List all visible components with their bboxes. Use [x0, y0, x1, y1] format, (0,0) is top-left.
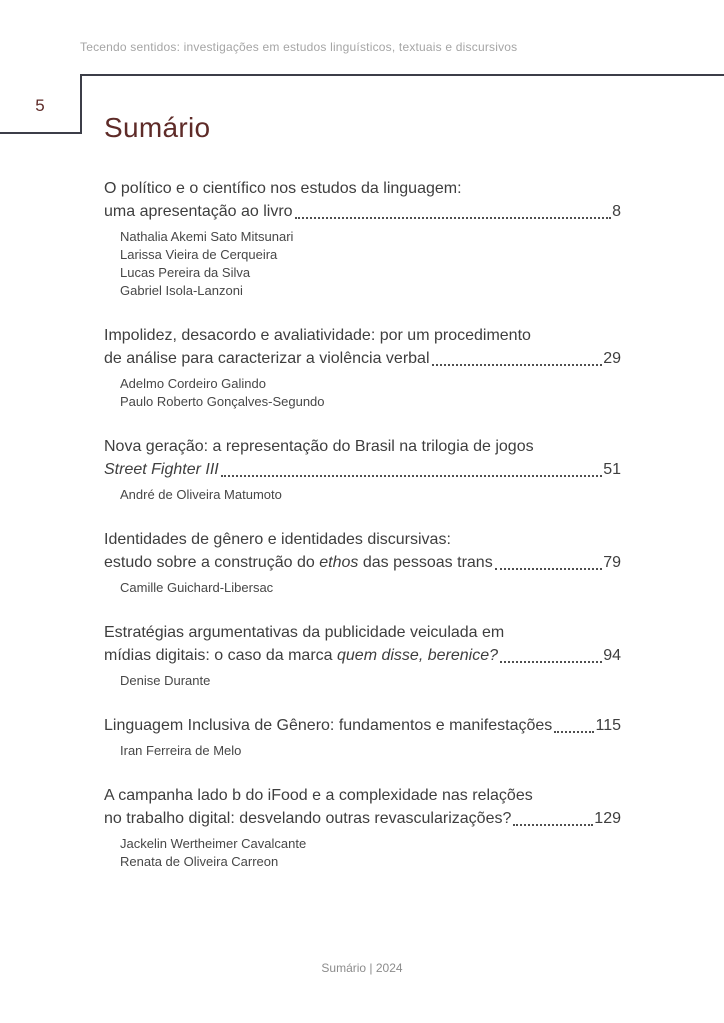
entry-title-line1[interactable]: Identidades de gênero e identidades discursivas:: [104, 531, 451, 548]
entry-author: Jackelin Wertheimer Cavalcante: [120, 836, 307, 851]
entry-author: Adelmo Cordeiro Galindo: [120, 376, 266, 391]
toc-entry: [104, 784, 621, 871]
entry-authors: [120, 835, 621, 871]
entry-author: Paulo Roberto Gonçalves-Segundo: [120, 394, 325, 409]
entry-author: Larissa Vieira de Cerqueira: [120, 247, 278, 262]
entry-title-line2: [104, 714, 552, 737]
entry-title-line2: [104, 347, 430, 370]
entry-title-line1[interactable]: A campanha lado b do iFood e a complexidade nas relações: [104, 787, 533, 804]
running-header: Tecendo sentidos: investigações em estudos linguísticos, textuais e discursivos: [80, 40, 518, 54]
page-title: Sumário: [104, 112, 211, 143]
entry-lead-italic: Street Fighter III: [104, 461, 219, 478]
entry-lead-pre: de análise para caracterizar a violência verbal: [104, 350, 430, 367]
entry-title-lead-line[interactable]: [104, 551, 621, 574]
entry-title-line1[interactable]: Impolidez, desacordo e avaliatividade: por um procedimento: [104, 327, 531, 344]
entry-page-number: 94: [603, 647, 621, 664]
entry-lead-pre: uma apresentação ao livro: [104, 203, 293, 220]
entry-author: Gabriel Isola-Lanzoni: [120, 283, 243, 298]
corner-rule-top: [81, 74, 724, 76]
entry-author: Camille Guichard-Libersac: [120, 580, 274, 595]
dotted-leader: [513, 824, 593, 826]
dotted-leader: [495, 568, 603, 570]
dotted-leader: [554, 731, 594, 733]
entry-title-lead-line[interactable]: [104, 644, 621, 667]
entry-authors: [120, 228, 621, 300]
entry-lead-pre: estudo sobre a construção do: [104, 554, 320, 571]
entry-author: Lucas Pereira da Silva: [120, 265, 251, 280]
toc-list: [104, 177, 621, 895]
entry-page-number: 8: [612, 203, 621, 220]
toc-entry: [104, 324, 621, 411]
toc-entry: [104, 528, 621, 597]
entry-page-number: 129: [594, 810, 621, 827]
entry-authors: [120, 579, 621, 597]
entry-page-number: 115: [595, 717, 621, 734]
toc-entry: [104, 435, 621, 504]
entry-author: Denise Durante: [120, 673, 211, 688]
entry-title-lead-line[interactable]: [104, 347, 621, 370]
dotted-leader: [295, 217, 612, 219]
entry-authors: [120, 486, 621, 504]
entry-title-lead-line[interactable]: [104, 458, 621, 481]
entry-lead-italic: quem disse, berenice?: [337, 647, 498, 664]
dotted-leader: [221, 475, 602, 477]
entry-title-lead-line[interactable]: [104, 714, 621, 737]
entry-lead-italic: ethos: [319, 554, 359, 571]
entry-title-line1[interactable]: Estratégias argumentativas da publicidade veiculada em: [104, 624, 505, 641]
entry-title-line1[interactable]: Nova geração: a representação do Brasil na trilogia de jogos: [104, 438, 534, 455]
page-number-folio: 5: [35, 96, 45, 115]
entry-title-line2: [104, 200, 293, 223]
entry-page-number: 51: [603, 461, 621, 478]
entry-author: Nathalia Akemi Sato Mitsunari: [120, 229, 294, 244]
entry-author: Iran Ferreira de Melo: [120, 743, 242, 758]
toc-entry: [104, 177, 621, 300]
entry-lead-pre: Linguagem Inclusiva de Gênero: fundamentos e manifestações: [104, 717, 553, 734]
dotted-leader: [500, 661, 602, 663]
entry-title-line2: [104, 644, 498, 667]
entry-authors: [120, 672, 621, 690]
toc-entry: [104, 621, 621, 690]
entry-title-line2: [104, 551, 493, 574]
entry-lead-pre: mídias digitais: o caso da marca: [104, 647, 337, 664]
entry-title-line2: [104, 458, 219, 481]
entry-author: Renata de Oliveira Carreon: [120, 854, 279, 869]
toc-entry: [104, 714, 621, 760]
entry-title-line2: [104, 807, 511, 830]
entry-page-number: 29: [603, 350, 621, 367]
entry-page-number: 79: [603, 554, 621, 571]
entry-title-line1[interactable]: O político e o científico nos estudos da linguagem:: [104, 180, 462, 197]
dotted-leader: [432, 364, 603, 366]
entry-lead-pre: no trabalho digital: desvelando outras revascularizações?: [104, 810, 512, 827]
footer-text: Sumário | 2024: [321, 961, 403, 975]
entry-author: André de Oliveira Matumoto: [120, 487, 282, 502]
entry-title-lead-line[interactable]: [104, 200, 621, 223]
corner-rule-vertical: [80, 74, 82, 134]
entry-authors: [120, 375, 621, 411]
entry-title-lead-line[interactable]: [104, 807, 621, 830]
corner-rule-bottom: [0, 132, 82, 134]
entry-lead-post: das pessoas trans: [358, 554, 493, 571]
entry-authors: [120, 742, 621, 760]
